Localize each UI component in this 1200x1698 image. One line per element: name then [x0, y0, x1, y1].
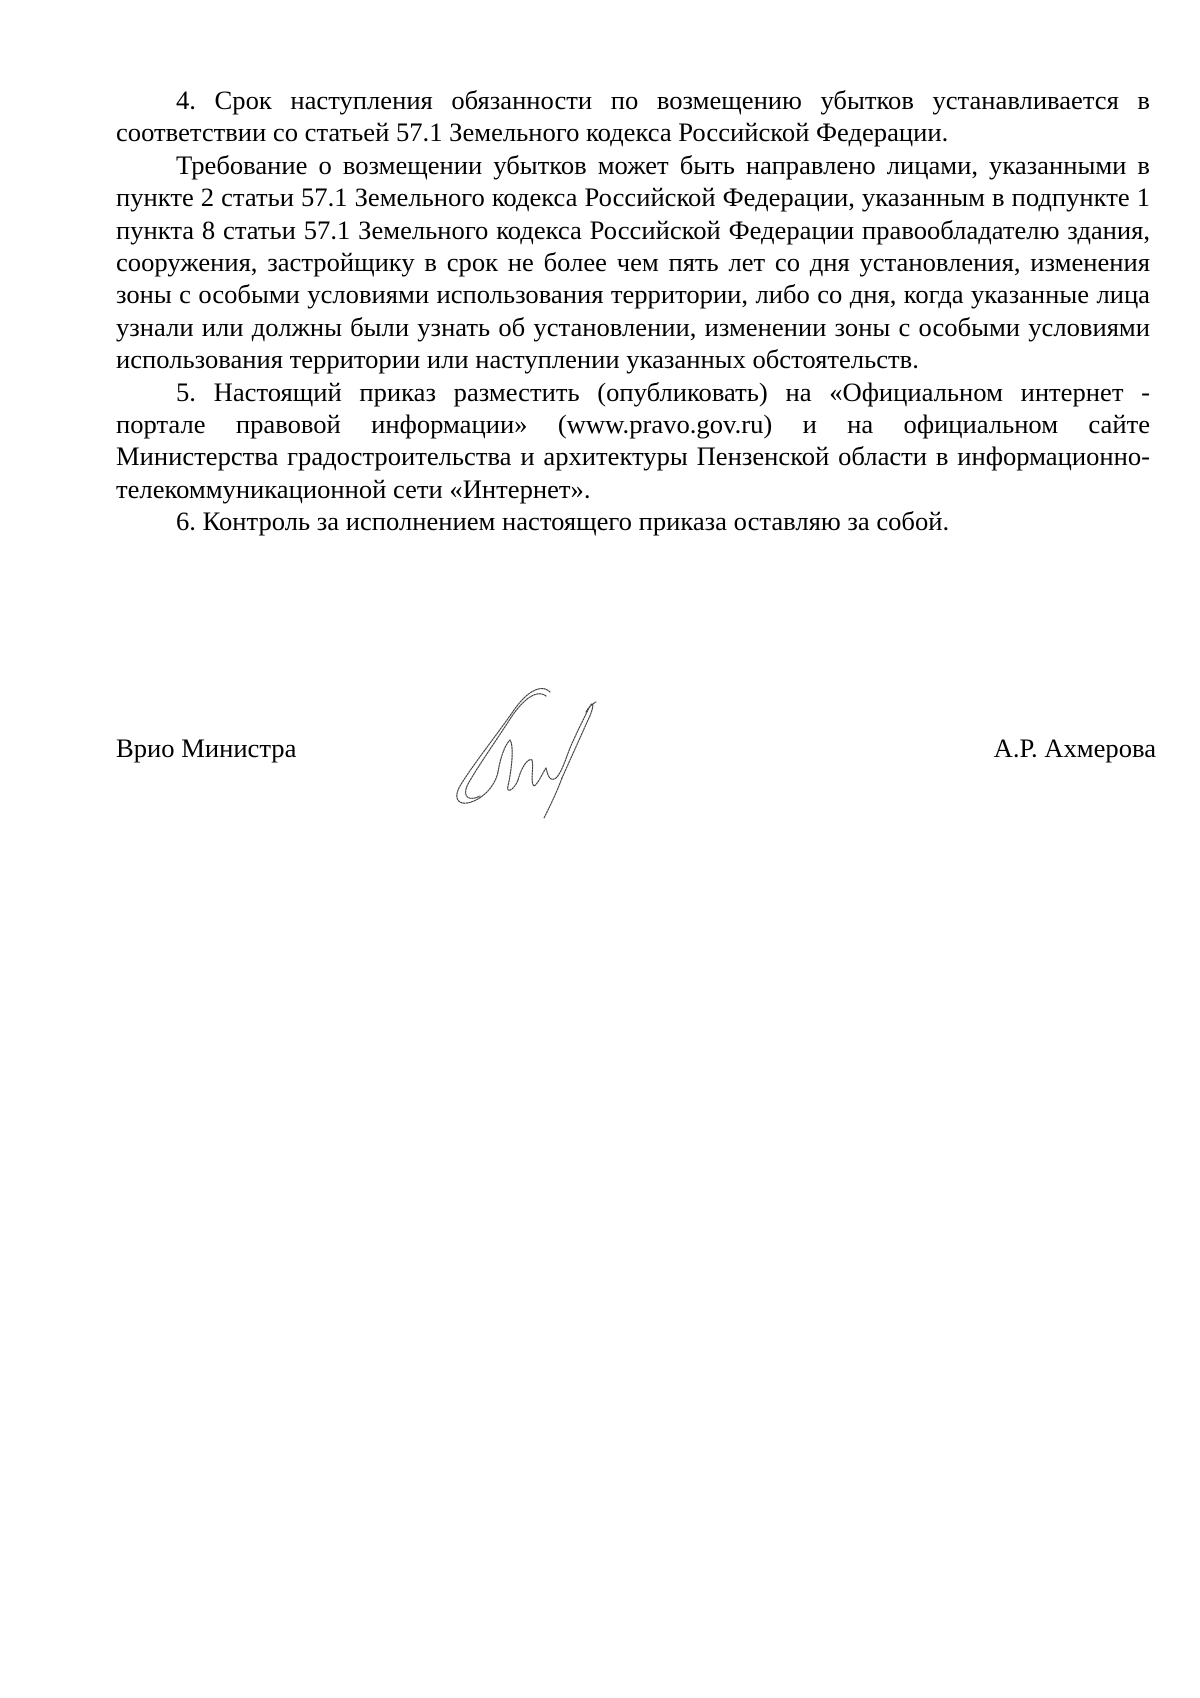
- paragraph-item-6: 6. Контроль за исполнением настоящего приказа оставляю за собой.: [176, 506, 950, 537]
- signature-block: [116, 732, 1156, 772]
- paragraph-item-5: 5. Настоящий приказ разместить (опубликовать) на «Официальном интернет - портале правовой информации» (www.pravo.gov.ru) и на официальном сайте Министерства градостроительства и архитектуры Пензенской области в информационно-телекоммуникационной сети «Интернет».: [116, 376, 1150, 504]
- paragraph-claim-requirement: Требование о возмещении убытков может быть направлено лицами, указанными в пункте 2 статьи 57.1 Земельного кодекса Российской Федерации, указанным в подпункте 1 пункта 8 статьи 57.1 Земельного кодекса Российской Федерации правообладателю здания, сооружения, застройщику в срок не более чем пять лет со дня установления, изменения зоны с особыми условиями использования территории, либо со дня, когда указанные лица узнали или должны были узнать об установлении, изменении зоны с особыми условиями использования территории или наступлении указанных обстоятельств.: [116, 149, 1150, 375]
- paragraph-item-4: 4. Срок наступления обязанности по возмещению убытков устанавливается в соответствии со статьей 57.1 Земельного кодекса Российской Федерации.: [116, 85, 1150, 148]
- handwritten-signature: [438, 682, 618, 822]
- document-body: [116, 84, 1150, 538]
- signatory-position: Врио Министра: [116, 733, 297, 763]
- signatory-name: А.Р. Ахмерова: [993, 733, 1156, 763]
